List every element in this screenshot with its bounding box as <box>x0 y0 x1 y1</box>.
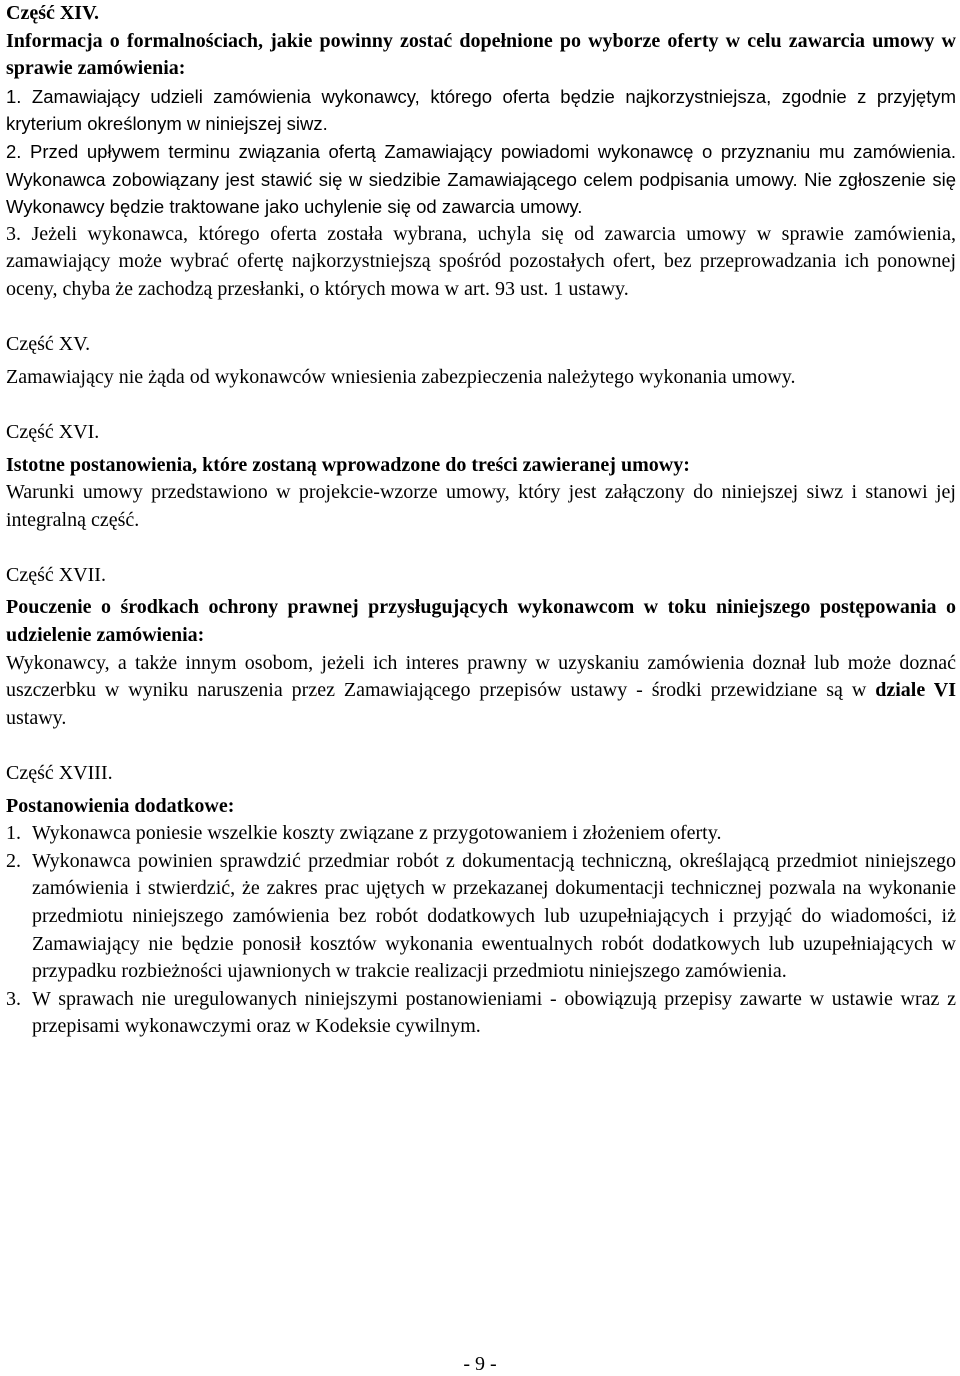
section-xvii-text-a: Wykonawcy, a także innym osobom, jeżeli ich interes prawny w uzyskaniu zamówienia doznał lub może doznać uszczerbku w wyniku naruszenia przez Zamawiającego przepisów ustawy - środki przewidziane są w <box>6 651 956 702</box>
section-xvi-text: Warunki umowy przedstawiono w projekcie-wzorze umowy, który jest załączony do niniejszej siwz i stanowi jej integralną część. <box>6 481 956 531</box>
list-item <box>6 986 956 1041</box>
section-xiv-point-3: 3. Jeżeli wykonawca, którego oferta została wybrana, uchyla się od zawarcia umowy w sprawie zamówienia, zamawiający może wybrać ofertę najkorzystniejszą spośród pozostałych ofert, bez przeprowadzania ich ponownej oceny, chyba że zachodzą przesłanki, o których mowa w art. 93 ust. 1 ustawy. <box>6 222 956 300</box>
section-xiv-point-2: 2. Przed upływem terminu związania ofertą Zamawiający powiadomi wykonawcę o przyznaniu mu zamówienia. Wykonawca zobowiązany jest stawić się w siedzibie Zamawiającego celem podpisania umowy. Nie zgłoszenie się Wykonawcy będzie traktowane jako uchylenie się od zawarcia umowy. <box>6 140 956 218</box>
spacer <box>6 391 956 419</box>
list-item-text: Wykonawca powinien sprawdzić przedmiar robót z dokumentacją techniczną, określającą przedmiot niniejszego zamówienia i stwierdzić, że zakres prac ujętych w przekazanej dokumentacji technicznej pozwala na wykonanie przedmiotu niniejszego zamówienia bez robót dodatkowych lub uzupełniających i przyjąć do wiadomości, iż Zamawiający nie będzie ponosił kosztów wykonania ewentualnych robót dodatkowych lub uzupełniających w przypadku rozbieżności ujawnionych w trakcie realizacji przedmiotu niniejszego zamówienia. <box>32 849 956 983</box>
list-item <box>6 848 956 986</box>
spacer <box>6 732 956 760</box>
section-xvii-title: Pouczenie o środkach ochrony prawnej przysługujących wykonawcom w toku niniejszego postępowania o udzielenie zamówienia: <box>6 596 956 647</box>
section-xvii-text <box>6 650 956 733</box>
section-xvi-title: Istotne postanowienia, które zostaną wprowadzone do treści zawieranej umowy: <box>6 453 690 476</box>
spacer <box>6 534 956 562</box>
section-xviii-heading: Część XVIII. <box>6 762 113 785</box>
list-item-number: 3. <box>6 987 21 1010</box>
list-item-text: Wykonawca poniesie wszelkie koszty związane z przygotowaniem i złożeniem oferty. <box>32 822 722 845</box>
list-item <box>6 820 956 848</box>
section-xiv-title: Informacja o formalnościach, jakie powinny zostać dopełnione po wyborze oferty w celu zawarcia umowy w sprawie zamówienia: <box>6 29 956 80</box>
spacer <box>6 304 956 332</box>
document-page <box>6 0 956 1376</box>
page-number: - 9 - <box>463 1353 497 1375</box>
section-xv-heading: Część XV. <box>6 333 91 356</box>
section-xvii-text-bold: dziale VI <box>875 679 956 702</box>
section-xiv-point-1: 1. Zamawiający udzieli zamówienia wykonawcy, którego oferta będzie najkorzystniejsza, zgodnie z przyjętym kryterium określonym w niniejszej siwz. <box>6 85 956 135</box>
section-xvi-heading: Część XVI. <box>6 420 100 443</box>
section-xv-text: Zamawiający nie żąda od wykonawców wniesienia zabezpieczenia należytego wykonania umowy. <box>6 365 796 388</box>
section-xvii-heading: Część XVII. <box>6 563 106 586</box>
list-item-number: 1. <box>6 822 21 845</box>
section-xvii-text-b: ustawy. <box>6 706 67 729</box>
section-xviii-title: Postanowienia dodatkowe: <box>6 794 235 817</box>
list-item-number: 2. <box>6 849 21 872</box>
list-item-text: W sprawach nie uregulowanych niniejszymi postanowieniami - obowiązują przepisy zawarte w ustawie wraz z przepisami wykonawczymi oraz w Kodeksie cywilnym. <box>32 987 956 1038</box>
section-xiv-heading: Część XIV. <box>6 2 99 24</box>
